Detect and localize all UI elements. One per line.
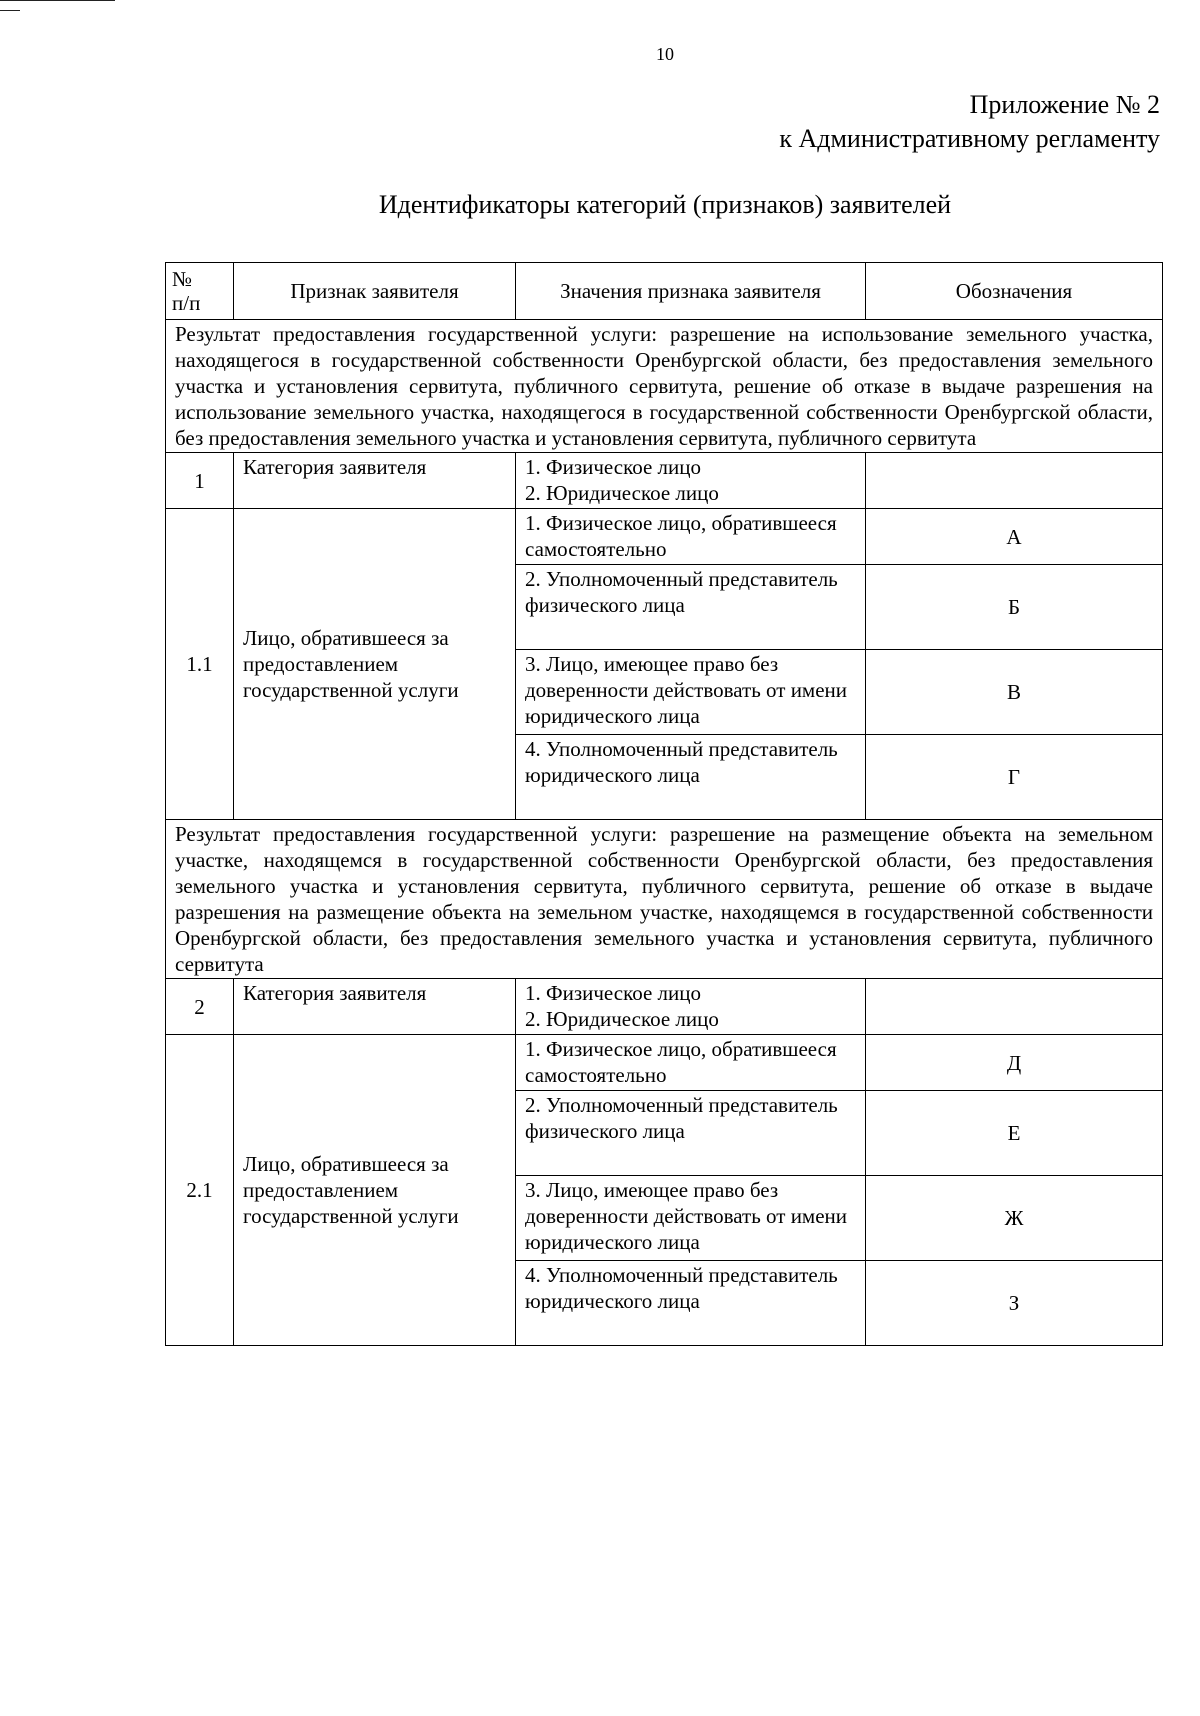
- category-code: З: [866, 1261, 1163, 1346]
- scan-edge-mark: [0, 10, 20, 11]
- table-row: [166, 820, 1163, 979]
- appendix-number: Приложение № 2: [969, 90, 1160, 119]
- category-code: В: [866, 650, 1163, 735]
- category-code: Г: [866, 735, 1163, 820]
- header-attribute: Признак заявителя: [234, 263, 516, 320]
- attribute-value: 3. Лицо, имеющее право без доверенности действовать от имени юридического лица: [516, 650, 866, 735]
- row-number: 2.1: [166, 1035, 234, 1346]
- appendix-header: [779, 88, 1160, 156]
- table-row: [166, 509, 1163, 565]
- table-row: [166, 979, 1163, 1035]
- category-code: Д: [866, 1035, 1163, 1091]
- row-number: 1: [166, 453, 234, 509]
- table-row: [166, 320, 1163, 453]
- page-number: 10: [656, 44, 674, 64]
- applicant-categories-table: [165, 262, 1163, 1346]
- attribute-value: 2. Уполномоченный представитель физического лица: [516, 565, 866, 650]
- row-number: 1.1: [166, 509, 234, 820]
- code-cell-empty: [866, 453, 1163, 509]
- category-code: А: [866, 509, 1163, 565]
- attribute-value: 4. Уполномоченный представитель юридического лица: [516, 735, 866, 820]
- table-row: [166, 453, 1163, 509]
- category-code: Ж: [866, 1176, 1163, 1261]
- service-result-description: Результат предоставления государственной услуги: разрешение на использование земельного участка, находящегося в государственной собственности Оренбургской области, без предоставления земельного участка и установления сервитута, публичного сервитута, решение об отказе в выдаче разрешения на использование земельного участка, находящегося в государственной собственности Оренбургской области, без предоставления земельного участка и установления сервитута, публичного сервитута: [166, 320, 1163, 453]
- attribute-value: 1. Физическое лицо, обратившееся самостоятельно: [516, 1035, 866, 1091]
- attribute-name: Категория заявителя: [234, 453, 516, 509]
- attribute-name: Лицо, обратившееся за предоставлением государственной услуги: [234, 1035, 516, 1346]
- category-code: Е: [866, 1091, 1163, 1176]
- code-cell-empty: [866, 979, 1163, 1035]
- attribute-value: 3. Лицо, имеющее право без доверенности действовать от имени юридического лица: [516, 1176, 866, 1261]
- category-code: Б: [866, 565, 1163, 650]
- header-values: Значения признака заявителя: [516, 263, 866, 320]
- header-codes: Обозначения: [866, 263, 1163, 320]
- header-number: № п/п: [166, 263, 234, 320]
- table-row: [166, 1035, 1163, 1091]
- attribute-values: 1. Физическое лицо 2. Юридическое лицо: [516, 453, 866, 509]
- attribute-values: 1. Физическое лицо 2. Юридическое лицо: [516, 979, 866, 1035]
- row-number: 2: [166, 979, 234, 1035]
- attribute-value: 4. Уполномоченный представитель юридического лица: [516, 1261, 866, 1346]
- scan-edge-mark: [0, 0, 115, 1]
- document-title: Идентификаторы категорий (признаков) заявителей: [378, 190, 952, 219]
- attribute-value: 1. Физическое лицо, обратившееся самостоятельно: [516, 509, 866, 565]
- service-result-description: Результат предоставления государственной услуги: разрешение на размещение объекта на земельном участке, находящемся в государственной собственности Оренбургской области, без предоставления земельного участка и установления сервитута, публичного сервитута, решение об отказе в выдаче разрешения на размещение объекта на земельном участке, находящемся в государственной собственности Оренбургской области, без предоставления земельного участка и установления сервитута, публичного сервитута: [166, 820, 1163, 979]
- appendix-reference: к Административному регламенту: [779, 124, 1160, 153]
- table-header-row: [166, 263, 1163, 320]
- attribute-name: Категория заявителя: [234, 979, 516, 1035]
- attribute-name: Лицо, обратившееся за предоставлением государственной услуги: [234, 509, 516, 820]
- attribute-value: 2. Уполномоченный представитель физического лица: [516, 1091, 866, 1176]
